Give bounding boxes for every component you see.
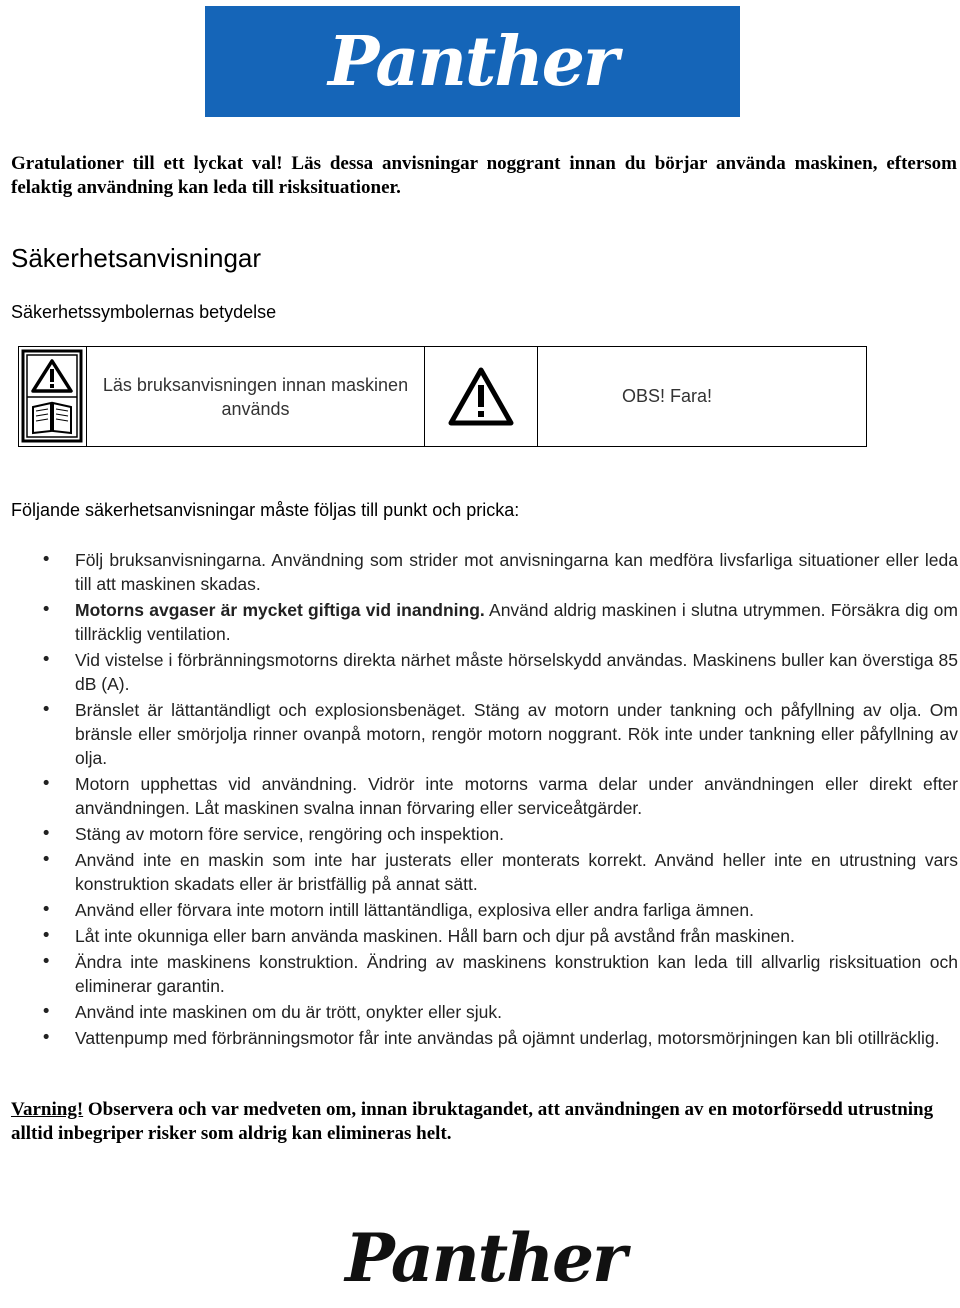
rule-text: Stäng av motorn före service, rengöring och inspektion.: [75, 824, 504, 844]
bullet-icon: •: [41, 550, 52, 570]
bullet-icon: •: [41, 650, 52, 670]
rule-text: Använd aldrig maskinen i slutna utrymmen. Försäkra dig om tillräcklig ventilation.: [75, 600, 958, 644]
safety-symbols-table: [18, 346, 867, 447]
bullet-icon: •: [41, 774, 52, 794]
page-title: Säkerhetsanvisningar: [11, 243, 262, 273]
bullet-icon: •: [41, 824, 52, 844]
warning-label: OBS! Fara!: [621, 386, 713, 406]
list-item: [11, 822, 958, 846]
read-manual-label: Läs bruksanvisningen innan maskinen används: [87, 347, 425, 446]
bullet-icon: •: [41, 1028, 52, 1048]
footer-brand-logo: Panther: [345, 1219, 625, 1297]
list-item: [11, 548, 958, 596]
list-item: [11, 648, 958, 696]
bullet-icon: •: [41, 850, 52, 870]
intro-paragraph: Gratulationer till ett lyckat val! Läs dessa anvisningar noggrant innan du börjar använda maskinen, eftersom felaktig användning kan leda till risksituationer.: [11, 153, 957, 198]
list-item: [11, 848, 958, 896]
bullet-icon: •: [41, 900, 52, 920]
list-item: [11, 772, 958, 820]
warning-label-cell: [538, 347, 866, 446]
rule-text: Vid vistelse i förbränningsmotorns direkta närhet måste hörselskydd användas. Maskinens buller kan överstiga 85 dB (A).: [75, 650, 958, 694]
rule-text: Bränslet är lättantändligt och explosionsbenäget. Stäng av motorn under tankning och påfyllning av olja. Om bränsle eller smörjolja rinner ovanpå motorn, rengör motorn noggrant. Rök inte under tankning eller påfyllning av olja.: [75, 700, 958, 768]
bullet-icon: •: [41, 952, 52, 972]
rules-heading: Följande säkerhetsanvisningar måste följas till punkt och pricka:: [11, 500, 520, 520]
rule-text: Följ bruksanvisningarna. Användning som strider mot anvisningarna kan medföra livsfarliga situationer eller leda till att maskinen skadas.: [75, 550, 958, 594]
bullet-icon: •: [41, 926, 52, 946]
list-item: [11, 698, 958, 770]
section-subtitle: Säkerhetssymbolernas betydelse: [11, 302, 277, 322]
list-item: [11, 924, 958, 948]
warning-title: Varning!: [11, 1099, 84, 1120]
list-item: [11, 898, 958, 922]
read-manual-icon: [19, 347, 87, 446]
brand-logo-text: Panther: [328, 21, 617, 102]
rule-text: Motorn upphettas vid användning. Vidrör inte motorns varma delar under användningen eller direkt efter användningen. Låt maskinen svalna innan förvaring eller serviceåtgärder.: [75, 774, 958, 818]
warning-triangle-icon: [425, 347, 538, 446]
bullet-icon: •: [41, 1002, 52, 1022]
list-item: [11, 950, 958, 998]
warning-text: Observera och var medveten om, innan ibruktagandet, att användningen av en motorförsedd utrustning alltid inbegriper risker som aldrig kan elimineras helt.: [11, 1099, 934, 1144]
rule-text: Använd eller förvara inte motorn intill lättantändliga, explosiva eller andra farliga ämnen.: [75, 900, 754, 920]
list-item: [11, 598, 958, 646]
rule-bold-text: Motorns avgaser är mycket giftiga vid inandning.: [75, 600, 485, 620]
brand-logo-banner: [205, 6, 740, 117]
rule-text: Låt inte okunniga eller barn använda maskinen. Håll barn och djur på avstånd från maskinen.: [75, 926, 795, 946]
rule-text: Använd inte en maskin som inte har justerats eller monterats korrekt. Använd heller inte en utrustning vars konstruktion skadats eller är bristfällig på annat sätt.: [75, 850, 958, 894]
list-item: [11, 1026, 958, 1050]
rule-text: Vattenpump med förbränningsmotor får inte användas på ojämnt underlag, motorsmörjningen kan bli otillräcklig.: [75, 1028, 940, 1048]
bullet-icon: •: [41, 600, 52, 620]
list-item: [11, 1000, 958, 1024]
safety-rules-list: [11, 548, 958, 1052]
warning-paragraph: [11, 1098, 957, 1146]
rule-text: Använd inte maskinen om du är trött, onykter eller sjuk.: [75, 1002, 503, 1022]
rule-text: Ändra inte maskinens konstruktion. Ändring av maskinens konstruktion kan leda till allvarlig risksituation och eliminerar garantin.: [75, 952, 958, 996]
bullet-icon: •: [41, 700, 52, 720]
